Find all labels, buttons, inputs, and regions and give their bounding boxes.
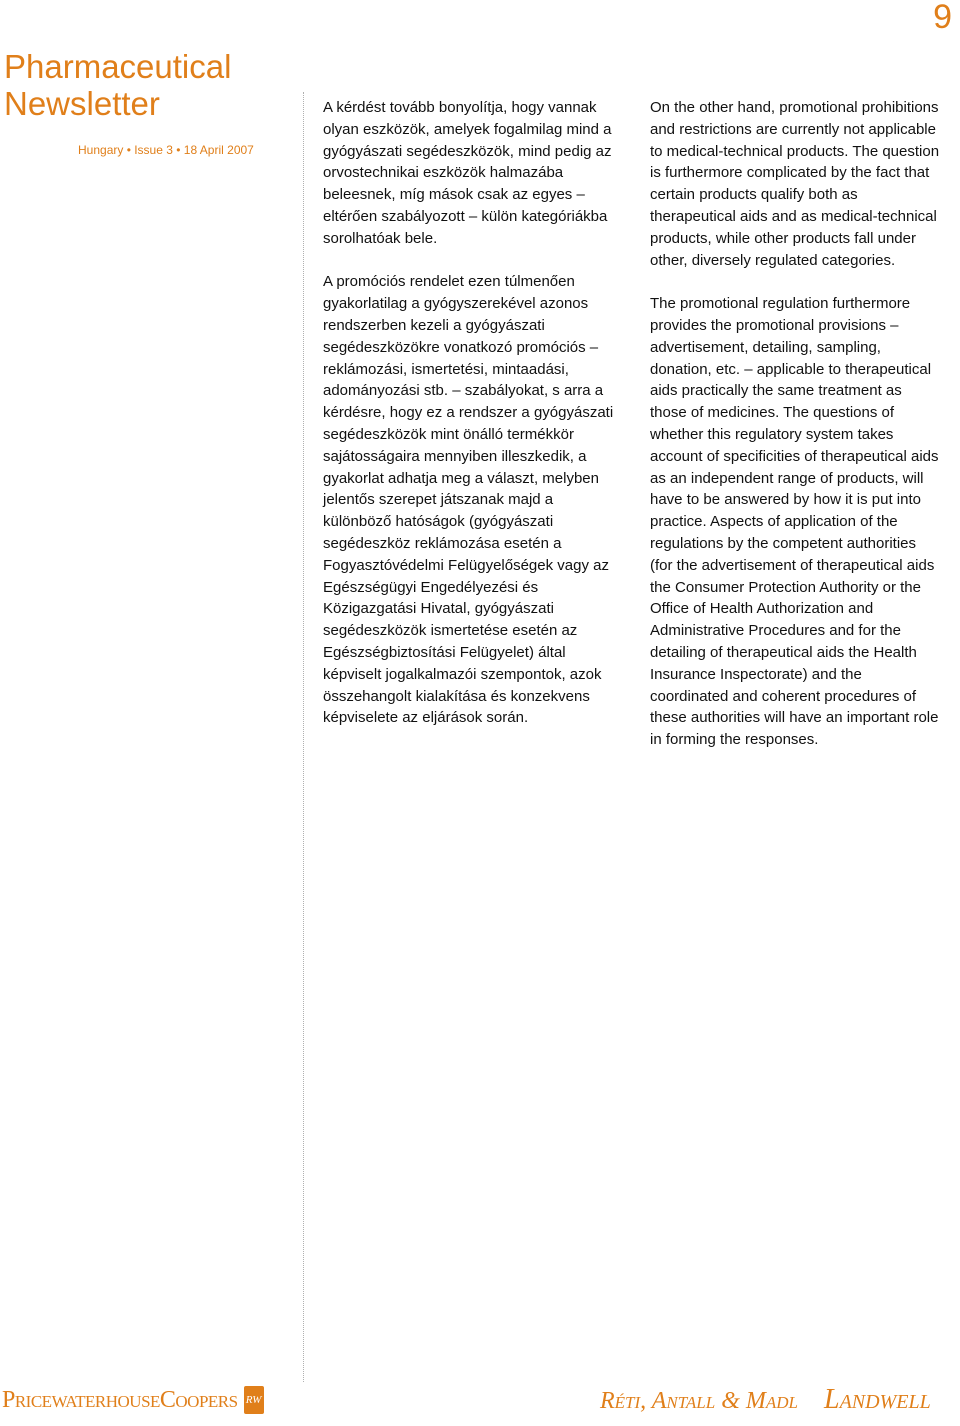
title-line-2: Newsletter bbox=[4, 85, 160, 122]
english-paragraph-1: On the other hand, promotional prohibitions and restrictions are currently not applicable to medical-technical products. The question is furthermore complicated by the fact that certain products qualify both as therapeutical aids and as medical-technical products, while other products fall under other, diversely regulated categories. bbox=[650, 99, 940, 269]
newsletter-title bbox=[4, 48, 274, 122]
issue-line: Hungary • Issue 3 • 18 April 2007 bbox=[78, 143, 254, 157]
pwc-logo bbox=[2, 1386, 264, 1414]
pwc-seal-icon: RW bbox=[244, 1386, 264, 1414]
ram-firm-wordmark: Réti, Antall & Madl bbox=[600, 1388, 798, 1414]
pwc-logo-wordmark: PricewaterhouseCoopers bbox=[2, 1386, 238, 1413]
hungarian-column bbox=[323, 97, 625, 751]
hungarian-paragraph-1: A kérdést tovább bonyolítja, hogy vannak olyan eszközök, amelyek fogalmilag mind a gyógyászati segédeszközök, mind pedig az orvostechnikai eszközök halmazába beleesnek, míg mások csak az egyes – eltérően szabályozott – külön kategóriákba sorolhatóak bele. bbox=[323, 99, 612, 247]
english-column bbox=[650, 97, 940, 773]
column-divider bbox=[303, 92, 304, 1382]
ram-landwell-logo bbox=[600, 1384, 931, 1416]
page-number: 9 bbox=[933, 0, 952, 36]
hungarian-paragraph-2: A promóciós rendelet ezen túlmenően gyakorlatilag a gyógyszerekével azonos rendszerben kezeli a gyógyászati segédeszközökre vonatkozó promóciós – reklámozási, ismertetési, mintaadási, adományozási stb. – szabályokat, s arra a kérdésre, hogy ez a rendszer a gyógyászati segédeszközök mint önálló termékkör sajátosságaira mennyiben illeszkedik, a gyakorlat adhatja meg a választ, melyben jelentős szerepet játszanak majd a különböző hatóságok (gyógyászati segédeszköz reklámozása esetén a Fogyasztóvédelmi Felügyelőségek vagy az Egészségügyi Engedélyezési és Közigazgatási Hivatal, gyógyászati segédeszközök ismertetése esetén az Egészségbiztosítási Felügyelet) által képviselt jogalkalmazói szempontok, azok összehangolt kialakítása és konzekvens képviselete az eljárások során. bbox=[323, 273, 614, 727]
english-paragraph-2: The promotional regulation furthermore provides the promotional provisions – advertisement, detailing, sampling, donation, etc. – applicable to therapeutical aids practically the same treatment as those of medicines. The questions of whether this regulatory system takes account of specificities of therapeutical aids as an independent range of products, will have to be answered by how it is put into practice. Aspects of application of the regulations by the competent authorities (for the advertisement of therapeutical aids the Consumer Protection Authority or the Office of Health Authorization and Administrative Procedures and for the detailing of therapeutical aids the Health Insurance Inspectorate) and the coordinated and coherent procedures of these authorities will have an important role in forming the responses. bbox=[650, 295, 939, 749]
title-line-1: Pharmaceutical bbox=[4, 48, 232, 85]
landwell-wordmark: Landwell bbox=[824, 1384, 931, 1415]
